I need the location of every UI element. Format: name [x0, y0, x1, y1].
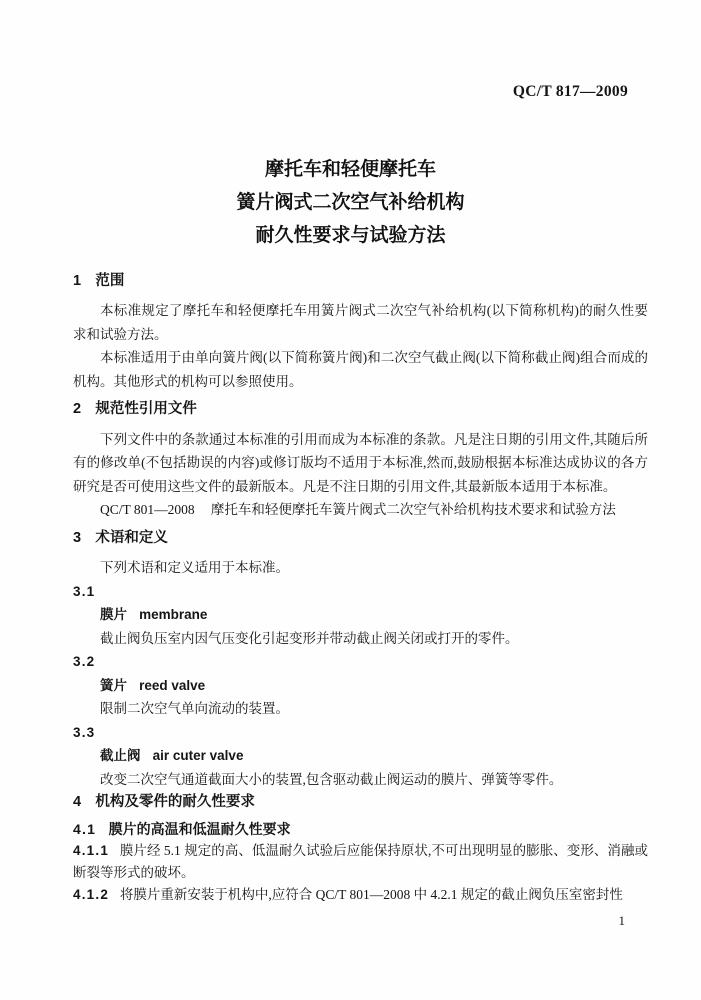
term-number: 3.2: [73, 654, 96, 669]
section-1-number: 1: [73, 272, 82, 289]
term-name-en: air cuter valve: [152, 748, 244, 763]
section-3-heading: [73, 527, 648, 551]
section-3-title: 术语和定义: [95, 529, 168, 546]
subclause-4-1-number: 4.1: [73, 821, 97, 837]
term-name-zh: 截止阀: [100, 748, 141, 763]
section-1-heading: [73, 270, 648, 294]
document-title: [0, 153, 701, 252]
document-body: [73, 270, 648, 907]
term-entry-3-2: [73, 650, 648, 721]
clause-4-1-2-number: 4.1.2: [73, 887, 110, 902]
clause-4-1-1: [73, 840, 648, 884]
normative-reference: [73, 498, 648, 522]
standard-code: QC/T 817—2009: [512, 83, 628, 100]
section-4-number: 4: [73, 794, 82, 810]
section-2-number: 2: [73, 401, 82, 417]
clause-4-1-2-text: 将膜片重新安装于机构中,应符合 QC/T 801—2008 中 4.2.1 规定的截止阀负压室密封性: [119, 887, 623, 902]
clause-4-1-2: [73, 884, 648, 906]
section-3-number: 3: [73, 529, 82, 546]
subclause-4-1-heading: [73, 818, 648, 840]
term-number: 3.1: [73, 583, 96, 599]
clause-4-1-1-text: 膜片经 5.1 规定的高、低温耐久试验后应能保持原状,不可出现明显的膨胀、变形、消融或断裂等形式的破坏。: [73, 843, 648, 880]
section-2-heading: [73, 398, 648, 422]
section-4-heading: [73, 791, 648, 813]
term-name-en: reed valve: [139, 677, 206, 693]
title-line-1: 摩托车和轻便摩托车: [264, 158, 436, 180]
term-definition: 改变二次空气通道截面大小的装置,包含驱动截止阀运动的膜片、弹簧等零件。: [100, 771, 563, 787]
reference-title: 摩托车和轻便摩托车簧片阀式二次空气补给机构技术要求和试验方法: [210, 502, 616, 517]
term-definition: 截止阀负压室内因气压变化引起变形并带动截止阀关闭或打开的零件。: [100, 630, 519, 646]
page-footer: [0, 910, 701, 932]
term-name: [73, 744, 648, 768]
term-name-en: membrane: [139, 607, 208, 622]
section-4-title: 机构及零件的耐久性要求: [95, 794, 255, 810]
section-2-paragraph-1: 下列文件中的条款通过本标准的引用而成为本标准的条款。凡是注日期的引用文件,其随后所有的修改单(不包括勘误的内容)或修订版均不适用于本标准,然而,鼓励根据本标准达成协议的各方研究是否可使用这些文件的最新版本。凡是不注日期的引用文件,其最新版本适用于本标准。: [73, 431, 648, 494]
term-definition: 限制二次空气单向流动的装置。: [100, 701, 289, 716]
term-entry-3-1: [73, 580, 648, 651]
reference-code: QC/T 801—2008: [100, 502, 195, 517]
term-entry-3-3: [73, 721, 648, 792]
term-name: [73, 603, 648, 627]
section-3-intro: 下列术语和定义适用于本标准。: [100, 560, 289, 575]
page-header: [0, 0, 701, 104]
section-1-paragraph-2: 本标准适用于由单向簧片阀(以下简称簧片阀)和二次空气截止阀(以下简称截止阀)组合而成的机构。其他形式的机构可以参照使用。: [73, 350, 648, 389]
section-1-paragraph-1: 本标准规定了摩托车和轻便摩托车用簧片阀式二次空气补给机构(以下简称机构)的耐久性要求和试验方法。: [73, 303, 648, 342]
section-2-title: 规范性引用文件: [95, 401, 197, 417]
clause-4-1-1-number: 4.1.1: [73, 843, 110, 858]
title-line-3: 耐久性要求与试验方法: [255, 224, 446, 246]
page-number: 1: [618, 913, 625, 928]
subclause-4-1-title: 膜片的高温和低温耐久性要求: [108, 821, 291, 837]
term-number: 3.3: [73, 724, 96, 740]
section-1-title: 范围: [95, 272, 125, 289]
term-name-zh: 膜片: [100, 607, 127, 622]
term-name-zh: 簧片: [100, 677, 127, 693]
term-name: [73, 674, 648, 698]
title-line-2: 簧片阀式二次空气补给机构: [236, 191, 465, 213]
